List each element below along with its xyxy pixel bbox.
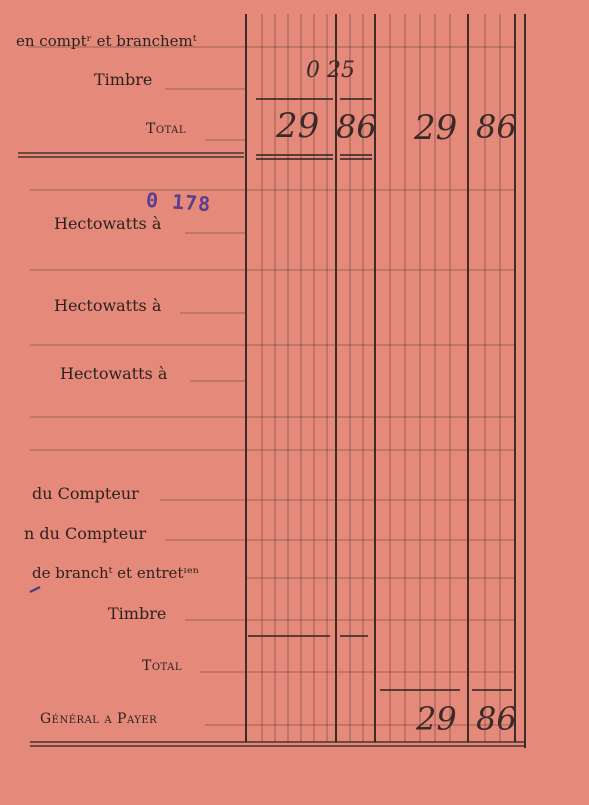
handwritten-timbre-amount: 0 25 xyxy=(306,58,355,83)
label-du-compteur-2: n du Compteur xyxy=(24,524,147,543)
label-total-top: Total xyxy=(146,121,187,137)
handwritten-general-francs: 29 xyxy=(416,700,457,738)
label-general-a-payer: Général a Payer xyxy=(40,711,158,727)
label-hectowatts-3: Hectowatts à xyxy=(60,364,168,383)
handwritten-total-francs-right: 29 xyxy=(414,108,458,148)
ink-stamp-number: 0 178 xyxy=(145,187,212,217)
handwritten-total-centimes-right: 86 xyxy=(476,108,517,146)
handwritten-general-centimes: 86 xyxy=(476,700,517,738)
label-hectowatts-2: Hectowatts à xyxy=(54,296,162,315)
label-du-compteur-1: du Compteur xyxy=(32,484,139,503)
label-total-bottom: Total xyxy=(142,658,183,674)
handwritten-total-francs-left: 29 xyxy=(276,106,320,146)
label-timbre-top: Timbre xyxy=(94,70,153,89)
label-branchement-entretien: de branchᵗ et entretᶦᵉⁿ xyxy=(32,564,200,582)
handwritten-total-centimes-left: 86 xyxy=(336,108,377,146)
label-compteur-branchement: en comptʳ et branchemᵗ xyxy=(16,32,197,50)
label-hectowatts-1: Hectowatts à xyxy=(54,214,162,233)
label-timbre-bottom: Timbre xyxy=(108,604,167,623)
